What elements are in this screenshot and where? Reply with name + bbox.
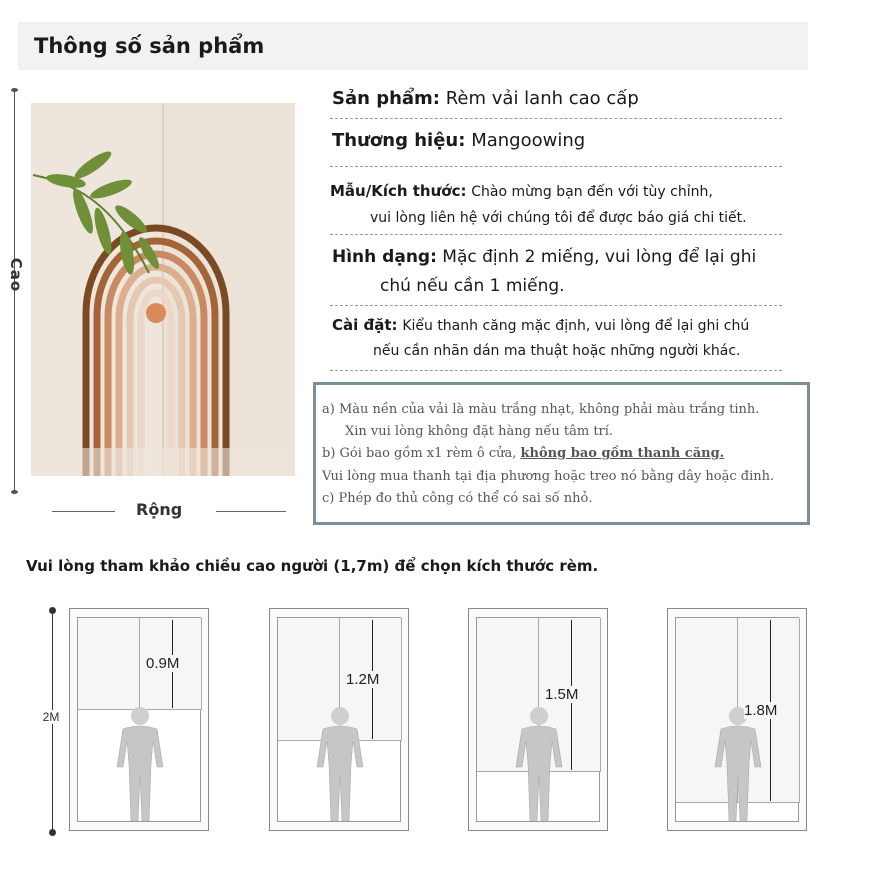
spec-install — [332, 316, 749, 334]
spec-product-label: Sản phẩm: — [332, 88, 440, 109]
reference-text: Vui lòng tham khảo chiều cao người (1,7m) để chọn kích thước rèm. — [26, 557, 599, 575]
spec-install-value-2: nếu cần nhãn dán ma thuật hoặc những người khác. — [373, 343, 741, 359]
note-b-emphasis: không bao gồm thanh căng. — [520, 446, 725, 461]
spec-size-value-1: Chào mừng bạn đến với tùy chỉnh, — [471, 184, 713, 200]
divider — [330, 118, 782, 119]
spec-shape-label: Hình dạng: — [332, 247, 437, 267]
spec-shape-value-2: chú nếu cần 1 miếng. — [380, 276, 565, 296]
curtain-image — [31, 103, 295, 476]
curtain-length-label: 1.2M — [346, 671, 380, 688]
divider — [330, 166, 782, 167]
curtain-length-label: 1.5M — [545, 686, 579, 703]
note-a-line-1: a) Màu nền của vải là màu trắng nhạt, không phải màu trắng tinh. — [322, 402, 760, 417]
width-dimension-line-right — [216, 511, 286, 512]
spec-brand-value: Mangoowing — [471, 130, 586, 151]
curtain-panel-left — [78, 618, 140, 710]
spec-shape — [332, 247, 756, 267]
height-label: Cao — [7, 257, 25, 293]
spec-size-value-2: vui lòng liên hệ với chúng tôi để được báo giá chi tiết. — [370, 210, 747, 226]
note-b-prefix: b) Gói bao gồm x1 rèm ô cửa, — [322, 446, 521, 461]
spec-size — [330, 182, 713, 200]
door-opening — [476, 617, 600, 822]
door-opening — [277, 617, 401, 822]
spec-product — [332, 88, 639, 109]
spec-install-value-1: Kiểu thanh căng mặc định, vui lòng để lại ghi chú — [402, 318, 750, 334]
person-silhouette-icon — [109, 705, 171, 827]
spec-install-label: Cài đặt: — [332, 316, 398, 334]
note-b-line-1 — [322, 446, 724, 461]
spec-brand — [332, 130, 585, 151]
spec-shape-value-1: Mặc định 2 miếng, vui lòng để lại ghi — [442, 247, 757, 267]
page-title: Thông số sản phẩm — [34, 34, 265, 58]
spec-brand-label: Thương hiệu: — [332, 130, 466, 151]
width-dimension-line-left — [52, 511, 115, 512]
divider — [330, 370, 782, 371]
door-frame — [69, 608, 209, 831]
curtain-illustration — [31, 103, 295, 476]
door-frame — [269, 608, 409, 831]
door-opening — [675, 617, 799, 822]
door-height-label: 2M — [36, 710, 66, 724]
note-c: c) Phép đo thủ công có thể có sai số nhỏ. — [322, 491, 593, 506]
curtain-length-label: 0.9M — [146, 655, 180, 672]
door-frame — [468, 608, 608, 831]
width-label: Rộng — [136, 500, 183, 519]
door-opening — [77, 617, 201, 822]
curtain-length-label: 1.8M — [744, 702, 778, 719]
person-silhouette-icon — [508, 705, 570, 827]
divider — [330, 234, 782, 235]
scale-end-bottom — [49, 829, 56, 836]
spec-size-label: Mẫu/Kích thước: — [330, 182, 467, 200]
spec-product-value: Rèm vải lanh cao cấp — [445, 88, 639, 109]
person-silhouette-icon — [707, 705, 769, 827]
note-b-line-2: Vui lòng mua thanh tại địa phương hoặc treo nó bằng dây hoặc đinh. — [322, 469, 775, 484]
divider — [330, 305, 782, 306]
door-frame — [667, 608, 807, 831]
note-a-line-2: Xin vui lòng không đặt hàng nếu tâm trí. — [345, 424, 614, 439]
person-silhouette-icon — [309, 705, 371, 827]
height-dimension-end-bottom — [11, 490, 18, 494]
